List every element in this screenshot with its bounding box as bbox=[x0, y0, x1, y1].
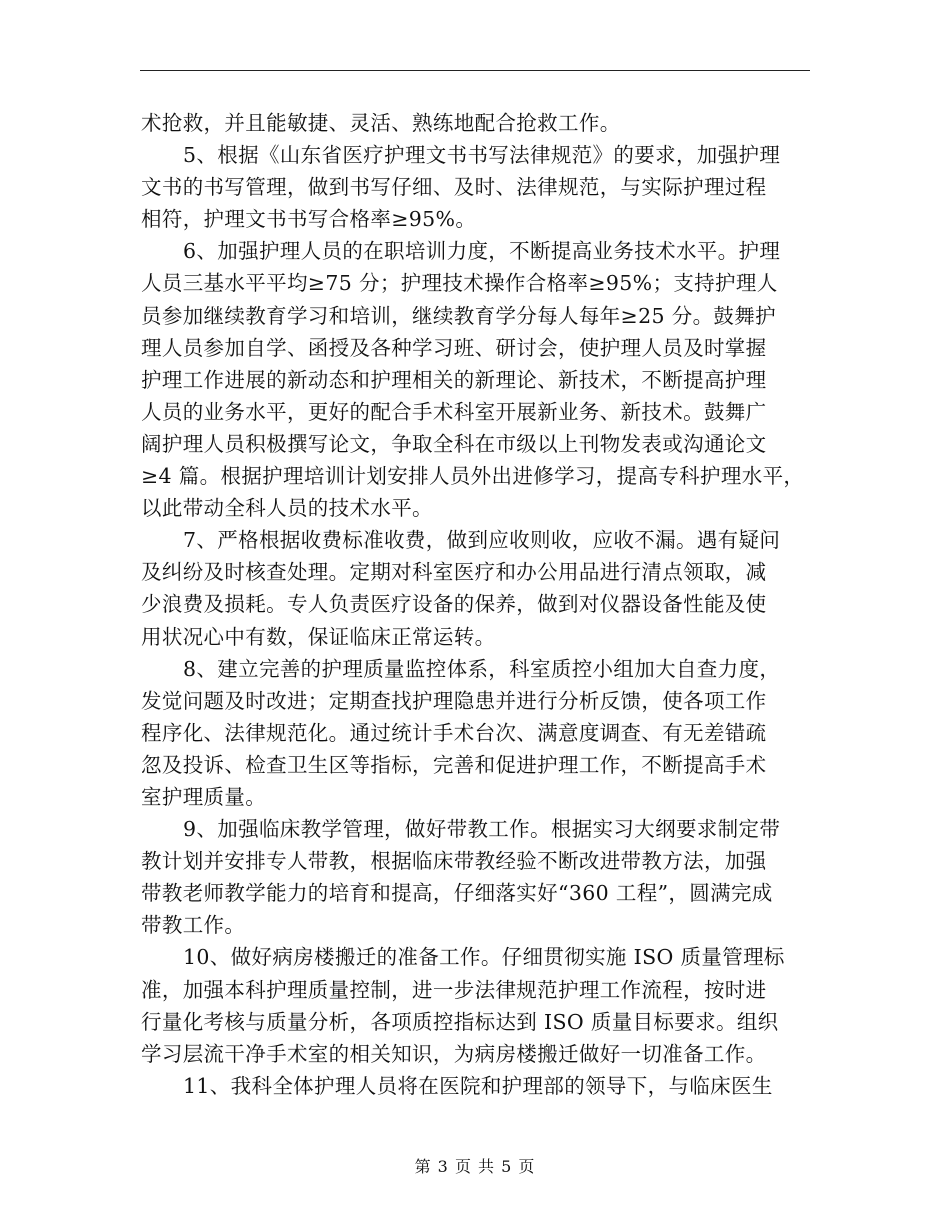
text-line: 忽及投诉、检查卫生区等指标，完善和促进护理工作，不断提高手术 bbox=[141, 752, 767, 777]
text-line: 11、我科全体护理人员将在医院和护理部的领导下，与临床医生 bbox=[183, 1073, 773, 1098]
text-line: 少浪费及损耗。专人负责医疗设备的保养，做到对仪器设备性能及使 bbox=[141, 592, 767, 617]
text-line: 用状况心中有数，保证临床正常运转。 bbox=[141, 624, 496, 649]
text-line: 学习层流干净手术室的相关知识，为病房楼搬迁做好一切准备工作。 bbox=[141, 1041, 767, 1066]
text-line: 理人员参加自学、函授及各种学习班、研讨会，使护理人员及时掌握 bbox=[141, 335, 767, 360]
text-line: 带教老师教学能力的培育和提高，仔细落实好“360 工程”，圆满完成 bbox=[141, 881, 773, 906]
text-line: 及纠纷及时核查处理。定期对科室医疗和办公用品进行清点领取，减 bbox=[141, 560, 767, 585]
text-line: 人员三基水平平均≥75 分；护理技术操作合格率≥95%；支持护理人 bbox=[141, 271, 778, 296]
page-footer: 第 3 页 共 5 页 bbox=[414, 1157, 536, 1176]
text-line: 室护理质量。 bbox=[141, 784, 267, 809]
text-line: 6、加强护理人员的在职培训力度，不断提高业务技术水平。护理 bbox=[183, 239, 781, 264]
text-line: 人员的业务水平，更好的配合手术科室开展新业务、新技术。鼓舞广 bbox=[141, 399, 767, 424]
text-line: 8、建立完善的护理质量监控体系，科室质控小组加大自查力度， bbox=[183, 656, 781, 681]
text-line: 5、根据《山东省医疗护理文书书写法律规范》的要求，加强护理 bbox=[183, 143, 781, 168]
text-line: 教计划并安排专人带教，根据临床带教经验不断改进带教方法，加强 bbox=[141, 849, 767, 874]
text-line: ≥4 篇。根据护理培训计划安排人员外出进修学习，提高专科护理水平， bbox=[141, 464, 805, 489]
text-line: 发觉问题及时改进；定期查找护理隐患并进行分析反馈，使各项工作 bbox=[141, 688, 767, 713]
text-line: 7、严格根据收费标准收费，做到应收则收，应收不漏。遇有疑问 bbox=[183, 528, 781, 553]
text-line: 术抢救，并且能敏捷、灵活、熟练地配合抢救工作。 bbox=[141, 111, 621, 135]
text-line: 9、加强临床教学管理，做好带教工作。根据实习大纲要求制定带 bbox=[183, 817, 781, 842]
document-body bbox=[141, 107, 821, 1102]
text-line: 文书的书写管理，做到书写仔细、及时、法律规范，与实际护理过程 bbox=[141, 175, 767, 200]
text-line: 员参加继续教育学习和培训，继续教育学分每人每年≥25 分。鼓舞护 bbox=[141, 303, 776, 328]
text-line: 相符，护理文书书写合格率≥95%。 bbox=[141, 207, 477, 232]
text-line: 10、做好病房楼搬迁的准备工作。仔细贯彻实施 ISO 质量管理标 bbox=[183, 945, 785, 970]
text-line: 准，加强本科护理质量控制，进一步法律规范护理工作流程，按时进 bbox=[141, 977, 767, 1002]
text-line: 程序化、法律规范化。通过统计手术台次、满意度调查、有无差错疏 bbox=[141, 720, 767, 745]
text-line: 行量化考核与质量分析，各项质控指标达到 ISO 质量目标要求。组织 bbox=[141, 1009, 779, 1034]
text-line: 阔护理人员积极撰写论文，争取全科在市级以上刊物发表或沟通论文 bbox=[141, 431, 767, 456]
text-line: 护理工作进展的新动态和护理相关的新理论、新技术，不断提高护理 bbox=[141, 367, 767, 392]
header-rule bbox=[140, 70, 810, 71]
text-line: 以此带动全科人员的技术水平。 bbox=[141, 496, 433, 521]
text-line: 带教工作。 bbox=[141, 913, 246, 938]
